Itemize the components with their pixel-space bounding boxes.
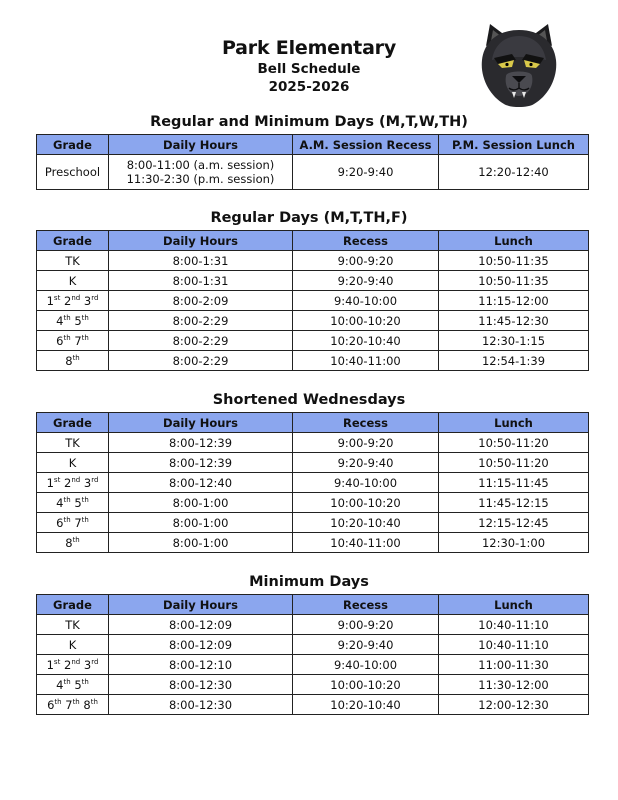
- grade-number: 3: [80, 293, 92, 308]
- column-header-daily-hours: Daily Hours: [109, 413, 293, 433]
- column-header-grade: Grade: [37, 135, 109, 155]
- table-row: [37, 695, 589, 715]
- grade-number: 8: [65, 353, 73, 368]
- grade-cell: [37, 311, 109, 331]
- table-row: [37, 291, 589, 311]
- grade-ordinal-suffix: th: [63, 515, 71, 524]
- grade-number: 1: [46, 293, 54, 308]
- hours-cell: 8:00-1:31: [109, 251, 293, 271]
- table-row: [37, 351, 589, 371]
- column-header-recess: Recess: [293, 231, 439, 251]
- grade-ordinal-suffix: th: [72, 535, 80, 544]
- grade-ordinal-suffix: st: [53, 475, 61, 484]
- table-header-row: [37, 135, 589, 155]
- grade-ordinal-suffix: nd: [71, 657, 81, 666]
- table-row: [37, 331, 589, 351]
- schedule-subtitle: Bell Schedule: [257, 61, 361, 77]
- column-header-recess: Recess: [293, 595, 439, 615]
- lunch-cell: 12:20-12:40: [439, 155, 589, 190]
- grade-ordinal-suffix: th: [63, 333, 71, 342]
- table-row: [37, 453, 589, 473]
- recess-cell: 10:00-10:20: [293, 493, 439, 513]
- grade-number: 1: [46, 475, 54, 490]
- table-row: [37, 615, 589, 635]
- lunch-cell: 10:50-11:35: [439, 271, 589, 291]
- grade-ordinal-suffix: th: [81, 677, 89, 686]
- grade-ordinal-suffix: th: [90, 697, 98, 706]
- lunch-cell: 10:50-11:20: [439, 433, 589, 453]
- grade-number: 2: [60, 657, 72, 672]
- grade-number: 7: [70, 515, 82, 530]
- grade-number: K: [68, 637, 77, 652]
- recess-cell: 9:20-9:40: [293, 635, 439, 655]
- hours-cell: 8:00-12:09: [109, 615, 293, 635]
- grade-number: 3: [80, 657, 92, 672]
- grade-number: TK: [65, 253, 80, 268]
- school-year: 2025-2026: [268, 79, 350, 95]
- table-row: [37, 473, 589, 493]
- grade-number: TK: [65, 435, 80, 450]
- grade-number: 4: [56, 495, 64, 510]
- grade-cell: [37, 635, 109, 655]
- table-row: [37, 533, 589, 553]
- grade-ordinal-suffix: rd: [91, 293, 99, 302]
- hours-cell: 8:00-12:39: [109, 453, 293, 473]
- schedule-table-minimum-days: [36, 594, 589, 715]
- grade-number: 5: [70, 495, 82, 510]
- grade-number: 7: [61, 697, 73, 712]
- grade-cell: [37, 533, 109, 553]
- table-header-row: [37, 413, 589, 433]
- grade-ordinal-suffix: rd: [91, 657, 99, 666]
- section-title-shortened-wednesdays: Shortened Wednesdays: [212, 392, 406, 408]
- grade-number: K: [68, 455, 77, 470]
- lunch-cell: 12:30-1:00: [439, 533, 589, 553]
- hours-cell: 8:00-12:39: [109, 433, 293, 453]
- column-header-grade: Grade: [37, 595, 109, 615]
- grade-number: K: [68, 273, 77, 288]
- grade-number: 2: [60, 475, 72, 490]
- grade-ordinal-suffix: nd: [71, 293, 81, 302]
- grade-number: 4: [56, 677, 64, 692]
- grade-cell: [37, 331, 109, 351]
- grade-number: TK: [65, 617, 80, 632]
- lunch-cell: 10:50-11:20: [439, 453, 589, 473]
- grade-cell: [37, 675, 109, 695]
- recess-cell: 10:20-10:40: [293, 695, 439, 715]
- grade-ordinal-suffix: th: [54, 697, 62, 706]
- column-header-lunch: Lunch: [439, 413, 589, 433]
- lunch-cell: 12:54-1:39: [439, 351, 589, 371]
- grade-ordinal-suffix: nd: [71, 475, 81, 484]
- hours-cell: 8:00-2:29: [109, 331, 293, 351]
- table-row: [37, 655, 589, 675]
- grade-number: 8: [79, 697, 91, 712]
- column-header-am-recess: A.M. Session Recess: [293, 135, 439, 155]
- lunch-cell: 11:30-12:00: [439, 675, 589, 695]
- grade-ordinal-suffix: th: [63, 313, 71, 322]
- recess-cell: 9:20-9:40: [293, 271, 439, 291]
- recess-cell: 9:20-9:40: [293, 453, 439, 473]
- recess-cell: 10:00-10:20: [293, 311, 439, 331]
- table-row: [37, 155, 589, 190]
- table-row: [37, 493, 589, 513]
- column-header-daily-hours: Daily Hours: [109, 595, 293, 615]
- hours-cell: 8:00-1:00: [109, 533, 293, 553]
- recess-cell: 10:20-10:40: [293, 513, 439, 533]
- grade-cell: Preschool: [37, 155, 109, 190]
- grade-number: 6: [47, 697, 55, 712]
- grade-cell: [37, 513, 109, 533]
- column-header-grade: Grade: [37, 231, 109, 251]
- school-name: Park Elementary: [221, 37, 397, 59]
- lunch-cell: 10:50-11:35: [439, 251, 589, 271]
- table-row: [37, 251, 589, 271]
- recess-cell: 10:00-10:20: [293, 675, 439, 695]
- lunch-cell: 11:15-11:45: [439, 473, 589, 493]
- hours-cell: [109, 155, 293, 190]
- schedule-table-regular-and-minimum: [36, 134, 589, 190]
- hours-cell: 8:00-12:10: [109, 655, 293, 675]
- recess-cell: 9:00-9:20: [293, 433, 439, 453]
- lunch-cell: 11:45-12:30: [439, 311, 589, 331]
- hours-cell: 8:00-12:30: [109, 675, 293, 695]
- table-header-row: [37, 595, 589, 615]
- column-header-lunch: Lunch: [439, 595, 589, 615]
- column-header-daily-hours: Daily Hours: [109, 231, 293, 251]
- hours-cell: 8:00-1:31: [109, 271, 293, 291]
- grade-cell: [37, 271, 109, 291]
- hours-line: 8:00-11:00 (a.m. session): [126, 158, 275, 172]
- lunch-cell: 12:00-12:30: [439, 695, 589, 715]
- lunch-cell: 10:40-11:10: [439, 635, 589, 655]
- grade-ordinal-suffix: th: [81, 313, 89, 322]
- grade-cell: [37, 615, 109, 635]
- grade-number: 2: [60, 293, 72, 308]
- column-header-pm-lunch: P.M. Session Lunch: [439, 135, 589, 155]
- recess-cell: 10:20-10:40: [293, 331, 439, 351]
- hours-cell: 8:00-1:00: [109, 493, 293, 513]
- table-row: [37, 311, 589, 331]
- table-row: [37, 433, 589, 453]
- grade-number: 5: [70, 677, 82, 692]
- grade-cell: [37, 251, 109, 271]
- grade-number: 5: [70, 313, 82, 328]
- table-row: [37, 675, 589, 695]
- hours-cell: 8:00-12:30: [109, 695, 293, 715]
- grade-ordinal-suffix: th: [72, 353, 80, 362]
- hours-cell: 8:00-2:29: [109, 351, 293, 371]
- table-row: [37, 271, 589, 291]
- grade-ordinal-suffix: th: [63, 495, 71, 504]
- schedule-table-shortened-wednesdays: [36, 412, 589, 553]
- grade-number: 8: [65, 535, 73, 550]
- section-title-minimum-days: Minimum Days: [249, 574, 369, 590]
- recess-cell: 9:00-9:20: [293, 251, 439, 271]
- recess-cell: 9:40-10:00: [293, 473, 439, 493]
- table-header-row: [37, 231, 589, 251]
- grade-cell: [37, 473, 109, 493]
- lunch-cell: 12:30-1:15: [439, 331, 589, 351]
- grade-number: 3: [80, 475, 92, 490]
- schedule-table-regular-days: [36, 230, 589, 371]
- grade-cell: [37, 433, 109, 453]
- grade-cell: [37, 695, 109, 715]
- hours-cell: 8:00-2:09: [109, 291, 293, 311]
- recess-cell: 10:40-11:00: [293, 351, 439, 371]
- hours-cell: 8:00-12:09: [109, 635, 293, 655]
- grade-number: 7: [70, 333, 82, 348]
- grade-number: 6: [56, 515, 64, 530]
- hours-cell: 8:00-1:00: [109, 513, 293, 533]
- grade-ordinal-suffix: th: [81, 515, 89, 524]
- grade-cell: [37, 291, 109, 311]
- grade-cell: [37, 655, 109, 675]
- grade-ordinal-suffix: th: [81, 333, 89, 342]
- recess-cell: 10:40-11:00: [293, 533, 439, 553]
- recess-cell: 9:40-10:00: [293, 655, 439, 675]
- lunch-cell: 12:15-12:45: [439, 513, 589, 533]
- hours-line: 11:30-2:30 (p.m. session): [126, 172, 275, 186]
- section-title-regular-and-minimum: Regular and Minimum Days (M,T,W,TH): [150, 114, 468, 130]
- grade-ordinal-suffix: st: [53, 657, 61, 666]
- grade-number: 1: [46, 657, 54, 672]
- lunch-cell: 10:40-11:10: [439, 615, 589, 635]
- grade-cell: [37, 453, 109, 473]
- grade-ordinal-suffix: th: [81, 495, 89, 504]
- table-row: [37, 635, 589, 655]
- grade-number: 4: [56, 313, 64, 328]
- grade-ordinal-suffix: st: [53, 293, 61, 302]
- column-header-grade: Grade: [37, 413, 109, 433]
- lunch-cell: 11:45-12:15: [439, 493, 589, 513]
- lunch-cell: 11:15-12:00: [439, 291, 589, 311]
- grade-cell: [37, 351, 109, 371]
- recess-cell: 9:00-9:20: [293, 615, 439, 635]
- recess-cell: 9:20-9:40: [293, 155, 439, 190]
- lunch-cell: 11:00-11:30: [439, 655, 589, 675]
- column-header-lunch: Lunch: [439, 231, 589, 251]
- grade-ordinal-suffix: th: [63, 677, 71, 686]
- grade-ordinal-suffix: rd: [91, 475, 99, 484]
- grade-cell: [37, 493, 109, 513]
- section-title-regular-days: Regular Days (M,T,TH,F): [210, 210, 408, 226]
- grade-ordinal-suffix: th: [72, 697, 80, 706]
- column-header-daily-hours: Daily Hours: [109, 135, 293, 155]
- hours-cell: 8:00-2:29: [109, 311, 293, 331]
- table-row: [37, 513, 589, 533]
- recess-cell: 9:40-10:00: [293, 291, 439, 311]
- hours-cell: 8:00-12:40: [109, 473, 293, 493]
- column-header-recess: Recess: [293, 413, 439, 433]
- panther-icon: [476, 20, 562, 110]
- grade-number: 6: [56, 333, 64, 348]
